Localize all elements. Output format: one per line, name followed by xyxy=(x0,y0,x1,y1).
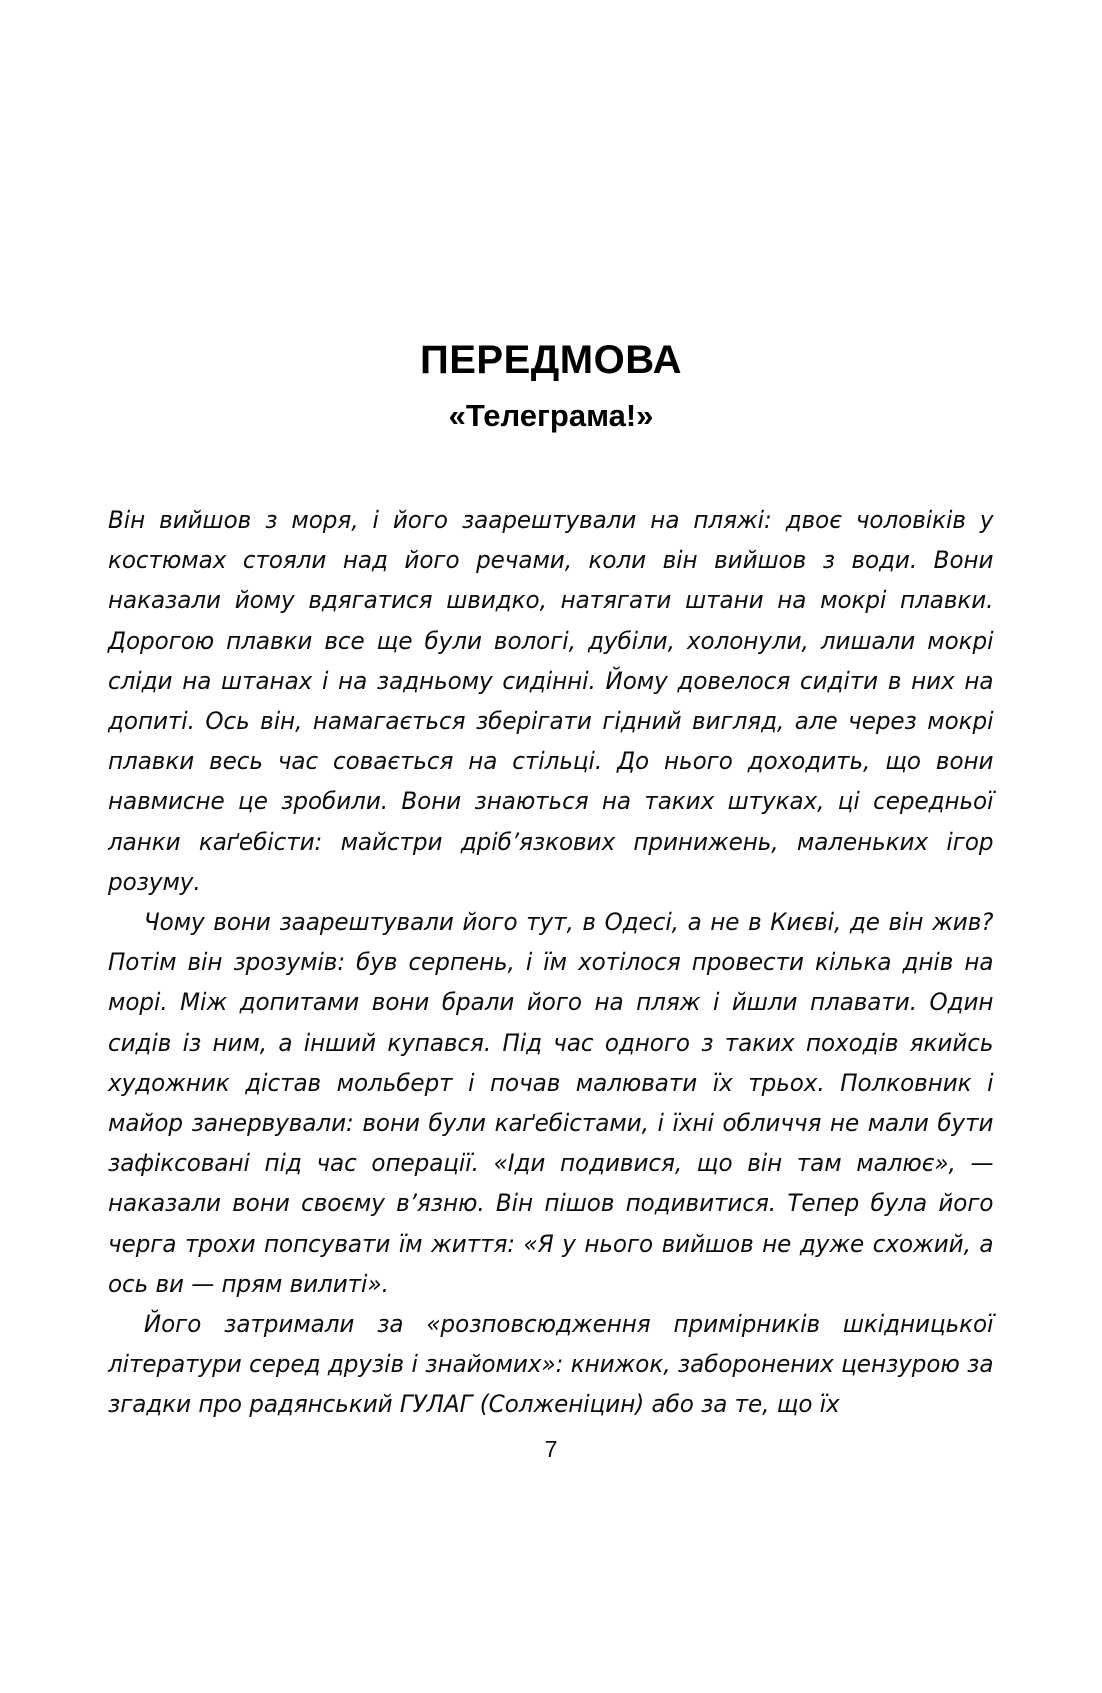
paragraph: Чому вони заарештували його тут, в Одесі, а не в Києві, де він жив? Потім він зрозумів: був серпень, і їм хотілося провести кілька днів на морі. Між допитами вони брали його на пляж і йшли плавати. Один сидів із ним, а інший купався. Під час одного з таких походів якийсь художник дістав мольберт і почав малювати їх трьох. Полковник і майор занервували: вони були каґебістами, і їхні обличчя не мали бути зафіксовані під час операції. «Іди подивися, що він там малює», — наказали вони своєму в’язню. Він пішов подивитися. Тепер була його черга трохи попсувати їм життя: «Я у нього вийшов не дуже схожий, а ось ви — прям вилиті». xyxy=(108,907,994,1298)
chapter-subtitle: «Телеграма!» xyxy=(448,397,654,433)
paragraph: Він вийшов з моря, і його заарештували на пляжі: двоє чоловіків у костюмах стояли над його речами, коли він вийшов з води. Вони наказали йому вдягатися швидко, натягати штани на мокрі плавки. Дорогою плавки все ще були вологі, дубіли, холонули, лишали мокрі сліди на штанах і на задньому сидінні. Йому довелося сидіти в них на допиті. Ось він, намагається зберігати гідний вигляд, але через мокрі плавки весь час совається на стільці. До нього доходить, що вони навмисне це зробили. Вони знаються на таких штуках, ці середньої ланки каґебісти: майстри дріб’язкових принижень, маленьких ігор розуму. xyxy=(108,504,994,896)
body-text xyxy=(108,500,994,1425)
paragraph: Його затримали за «розповсюдження примірників шкідницької літератури серед друзів і знайомих»: книжок, заборонених цензурою за згадки про радянський ГУЛАГ (Солженіцин) або за те, що їх xyxy=(108,1309,994,1419)
page-content xyxy=(108,0,994,1425)
page-number: 7 xyxy=(544,1436,558,1462)
page-title: ПЕРЕДМОВА xyxy=(420,338,682,382)
chapter-heading xyxy=(108,0,994,434)
